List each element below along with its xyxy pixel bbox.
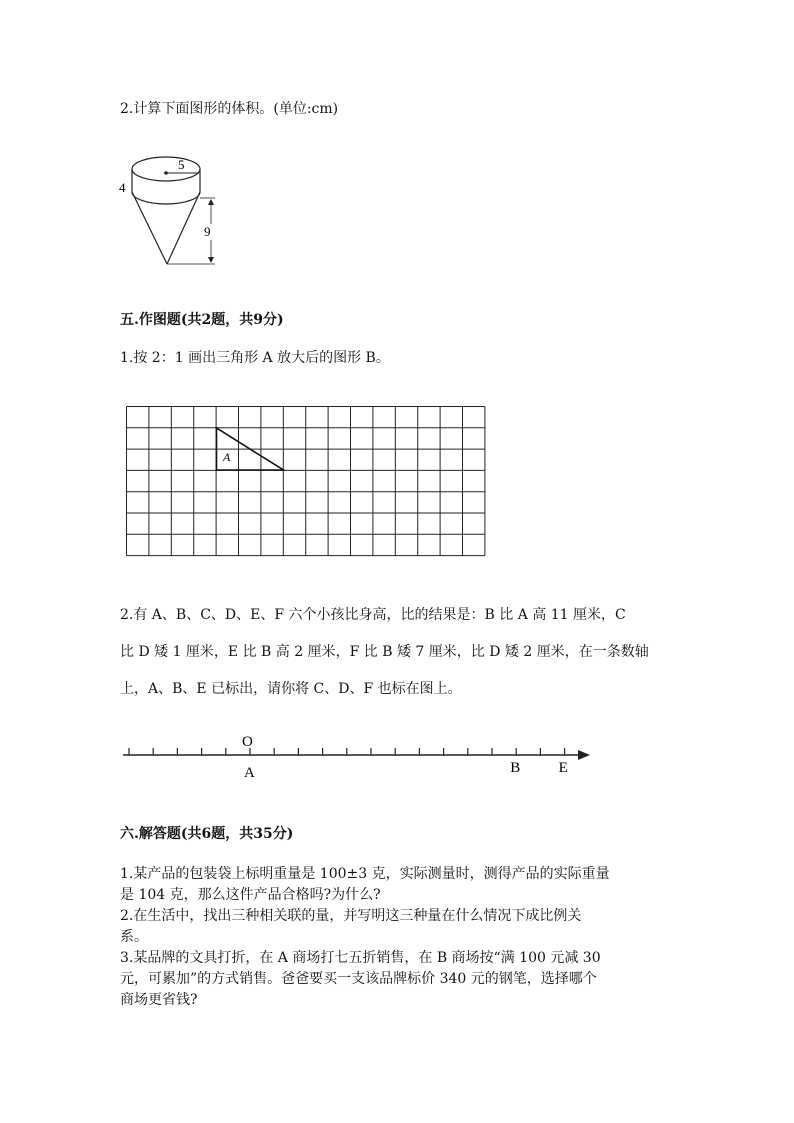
section5-q2-line2: 比 D 矮 1 厘米，E 比 B 高 2 厘米，F 比 B 矮 7 厘米，比 D 矮 2 厘米，在一条数轴	[120, 644, 649, 660]
section5-q2-line3: 上，A、B、E 已标出，请你将 C、D、F 也标在图上。	[120, 681, 462, 697]
point-e-label: E	[558, 760, 568, 776]
point-b-label: B	[510, 760, 521, 776]
section6-heading: 六.解答题(共6题，共35分)	[120, 826, 294, 842]
section6-line7: 商场更省钱?	[120, 992, 198, 1008]
radius-label: 5	[178, 157, 185, 172]
number-line	[118, 728, 598, 780]
point-a-label: A	[244, 765, 255, 780]
section6-line1: 1.某产品的包装袋上标明重量是 100±3 克，实际测量时，测得产品的实际重量	[120, 866, 610, 882]
section5-heading: 五.作图题(共2题，共9分)	[120, 312, 284, 328]
section6-line5: 3.某品牌的文具打折，在 A 商场打七五折销售，在 B 商场按“满 100 元减 30	[120, 950, 601, 966]
question-volume-text: 2.计算下面图形的体积。(单位:cm)	[120, 101, 339, 117]
arrow-right-icon	[578, 750, 590, 760]
section5-q1-text: 1.按 2：1 画出三角形 A 放大后的图形 B。	[120, 350, 390, 366]
triangle-a-label: A	[223, 450, 231, 464]
section5-q2-line1: 2.有 A、B、C、D、E、F 六个小孩比身高，比的结果是：B 比 A 高 11 厘米，C	[120, 607, 626, 623]
cylinder-cone-figure	[115, 148, 225, 268]
cone-height-label: 9	[204, 224, 211, 239]
section6-line2: 是 104 克，那么这件产品合格吗?为什么?	[120, 887, 381, 903]
origin-label: O	[242, 734, 253, 750]
grid-figure	[125, 405, 491, 559]
cylinder-height-label: 4	[119, 180, 126, 195]
section6-line3: 2.在生活中，找出三种相关联的量，并写明这三种量在什么情况下成比例关	[120, 908, 582, 924]
section6-line4: 系。	[120, 929, 148, 945]
section6-line6: 元，可累加”的方式销售。爸爸要买一支该品牌标价 340 元的钢笔，选择哪个	[120, 971, 597, 987]
